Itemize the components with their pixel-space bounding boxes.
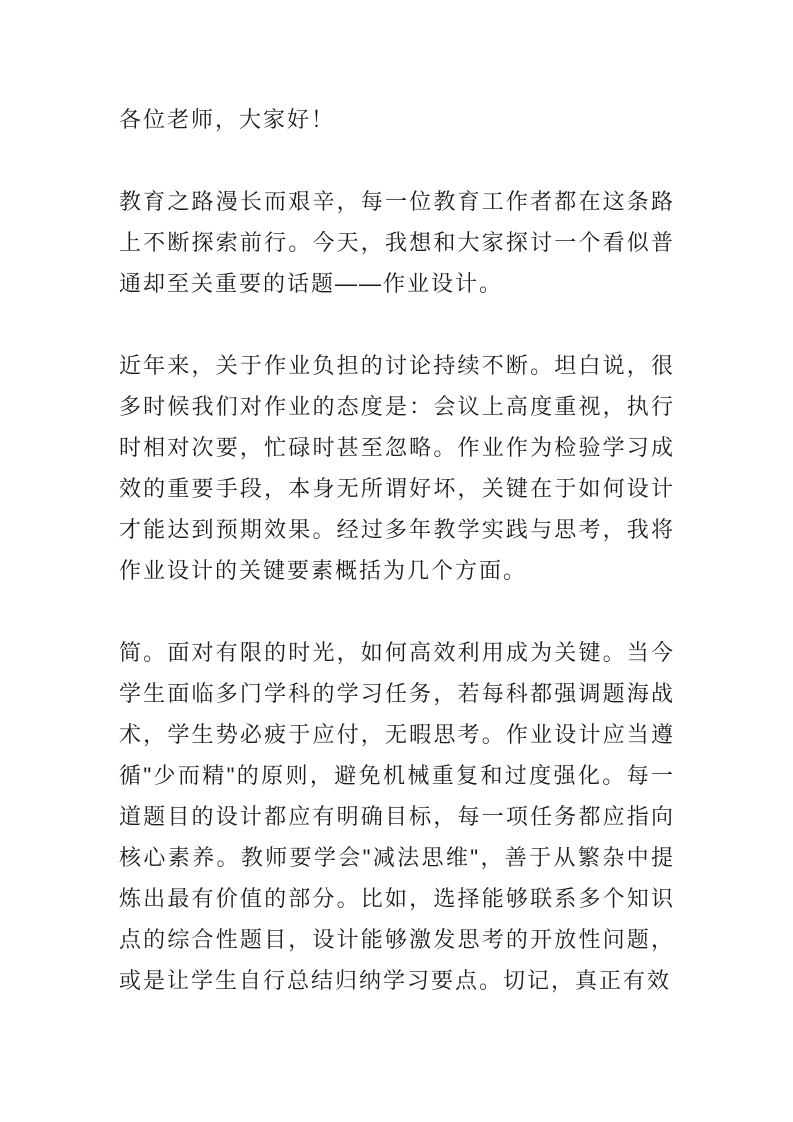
body-paragraph-jian: 简。面对有限的时光，如何高效利用成为关键。当今学生面临多门学科的学习任务，若每科都强调题海战术，学生势必疲于应付，无暇思考。作业设计应当遵循"少而精"的原则，避免机械重复和过度强化。每一道题目的设计都应有明确目标，每一项任务都应指向核心素养。教师要学会"减法思维"，善于从繁杂中提炼出最有价值的部分。比如，选择能够联系多个知识点的综合性题目，设计能够激发思考的开放性问题，或是让学生自行总结归纳学习要点。切记，真正有效 <box>119 640 675 993</box>
greeting-paragraph: 各位老师，大家好！ <box>119 107 336 132</box>
context-paragraph: 近年来，关于作业负担的讨论持续不断。坦白说，很多时候我们对作业的态度是：会议上高度重视，执行时相对次要，忙碌时甚至忽略。作业作为检验学习成效的重要手段，本身无所谓好坏，关键在于如何设计才能达到预期效果。经过多年教学实践与思考，我将作业设计的关键要素概括为几个方面。 <box>119 353 675 583</box>
intro-paragraph: 教育之路漫长而艰辛，每一位教育工作者都在这条路上不断探索前行。今天，我想和大家探讨一个看似普通却至关重要的话题——作业设计。 <box>119 189 675 296</box>
